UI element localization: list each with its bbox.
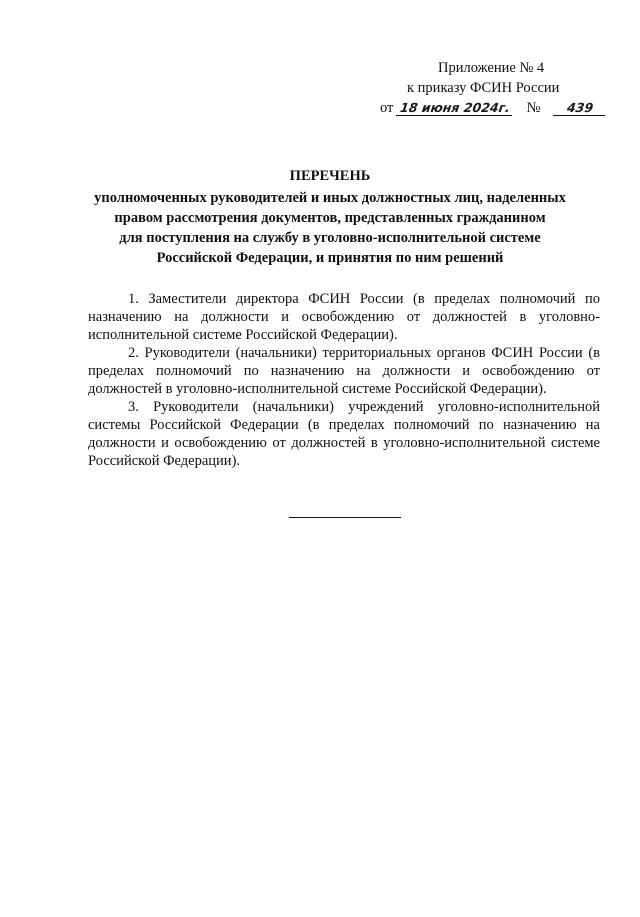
- list-item: 1. Заместители директора ФСИН России (в пределах полномочий по назначению на должности и освобождению от должностей в уголовно-исполнительной системе Российской Федерации).: [88, 291, 600, 343]
- from-label: от: [380, 100, 394, 116]
- list-item: 3. Руководители (начальники) учреждений уголовно-исполнительной системы Российской Федерации (в пределах полномочий по назначению на должности и освобождению от должностей в уголовно-исполнительной системе Российской Федерации).: [88, 399, 600, 469]
- subtitle-line: правом рассмотрения документов, представленных гражданином: [114, 210, 546, 226]
- handwritten-number: 439: [553, 101, 607, 116]
- appendix-order-ref: к приказу ФСИН России: [407, 80, 560, 96]
- document-body: [88, 290, 600, 470]
- end-divider: [289, 517, 401, 518]
- number-label: №: [526, 100, 541, 116]
- handwritten-date: 18 июня 2024г.: [396, 101, 514, 116]
- document-heading: ПЕРЕЧЕНЬ: [289, 168, 371, 184]
- appendix-title: Приложение № 4: [438, 60, 545, 76]
- document-title-block: [60, 166, 600, 268]
- subtitle-line: Российской Федерации, и принятия по ним решений: [156, 250, 504, 266]
- subtitle-line: уполномоченных руководителей и иных должностных лиц, наделенных: [94, 190, 566, 206]
- subtitle-line: для поступления на службу в уголовно-исполнительной системе: [119, 230, 541, 246]
- appendix-date-line: [360, 98, 600, 118]
- appendix-block: [360, 58, 600, 118]
- list-item: 2. Руководители (начальники) территориальных органов ФСИН России (в пределах полномочий по назначению на должности и освобождению от должностей в уголовно-исполнительной системе Российской Федерации).: [88, 345, 600, 397]
